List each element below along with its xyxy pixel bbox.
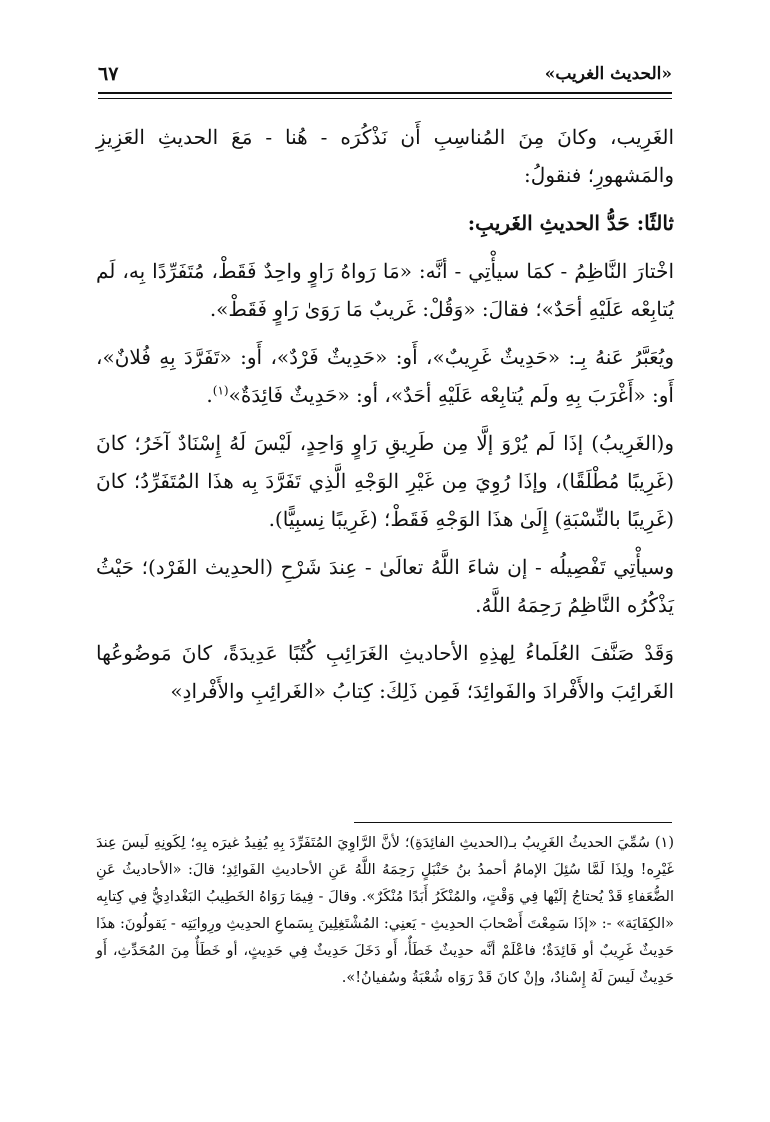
- main-text: [96, 118, 674, 720]
- page-number: ٦٧: [98, 63, 119, 85]
- running-title: «الحديث الغريب»: [544, 64, 672, 84]
- paragraph: الغَرِيب، وكانَ مِنَ المُناسِبِ أَن نَذْكُرَه - هُنا - مَعَ الحديثِ العَزِيزِ والمَشهورِ؛ فنقولُ:: [96, 125, 674, 187]
- paragraph: وَقَدْ صَنَّفَ العُلَماءُ لِهذِهِ الأحاديثِ الغَرَائِبِ كُتُبًا عَدِيدَةً، كانَ مَوضُوعُها الغَرائِبَ والأَفْرادَ والفَوائِدَ؛ فَمِن ذَلِكَ: كِتابُ «الغَرائِبِ والأَفْرادِ»: [96, 641, 674, 703]
- paragraph: [96, 338, 674, 414]
- section-heading: ثالثًا: حَدُّ الحديثِ الغَريبِ:: [467, 211, 674, 235]
- paragraph: و(الغَرِيبُ) إذَا لَم يُرْوَ إلَّا مِن طَرِيقِ رَاوٍ وَاحِدٍ، لَيْسَ لَهُ إِسْنَادٌ آخَرُ؛ كانَ (غَرِيبًا مُطْلَقًا)، وإذَا رُوِيَ مِن غَيْرِ الوَجْهِ الَّذِي تَفَرَّدَ بِه هذَا المُتَفَرِّدُ؛ كانَ (غَرِيبًا بالنِّسْبَةِ) إِلَىٰ هذَا الوَجْهِ فَقَطْ؛ (غَرِيبًا نِسبِيًّا).: [96, 431, 674, 531]
- paragraph: اخْتارَ النَّاظِمُ - كمَا سيأْتِي - أنَّه: «مَا رَواهُ رَاوٍ واحِدٌ فَقَطْ، مُتَفَرِّدًا بِه، لَم يُتابِعْه عَلَيْهِ أحَدٌ»؛ فقالَ: «وَقُلْ: غَريبٌ مَا رَوَىٰ رَاوٍ فَقَطْ».: [96, 259, 674, 321]
- footnote-text: (١) سُمِّيَ الحديثُ الغَرِيبُ بـ(الحديثِ الفائِدَةِ)؛ لأنَّ الرَّاوِيَ المُتَفَرِّدَ بِهِ يُفِيدُ غيرَه بِهِ؛ لِكَونِهِ لَيسَ عِندَ غَيْرِه! ولِذَا لَمَّا سُئِلَ الإمامُ أحمدُ بنُ حَنْبَلٍ رَحِمَهُ اللَّهُ عَنِ الأحاديثِ الفَوائِدِ؛ قالَ: «الأحاديثُ عَنِ الضُّعَفاءِ قَدْ يُحتاجُ إلَيْها فِي وَقْتٍ، والمُنْكَرُ أَبَدًا مُنْكَرٌ». وقالَ - فِيمَا رَوَاهُ الخَطِيبُ البَغْدادِيُّ فِي كِتابِه «الكِفَايَة» -: «إذَا سَمِعْتَ أَصْحابَ الحدِيثِ - يَعنِي: المُشْتَغِلِينَ بِسَماعِ الحدِيثِ ورِوايَتِه - يَقولُونَ: هذَا حَدِيثٌ غَرِيبٌ أو فَائِدَةٌ؛ فاعْلَمْ أنَّه حدِيثٌ خَطَأٌ، أَو دَخَلَ حَدِيثٌ فِي حَدِيثٍ، أو خَطَأٌ مِنَ المُحَدِّثِ، أَو حَدِيثٌ لَيسَ لَهُ إِسْنادٌ، وإنْ كانَ قَدْ رَوَاه شُعْبَةُ وسُفيانُ!».: [96, 835, 674, 986]
- page-header: [98, 58, 672, 90]
- paragraph-text: ويُعَبَّرُ عَنهُ بِـ: «حَدِيثٌ غَرِيبٌ»، أَو: «حَدِيثٌ فَرْدٌ»، أَو: «تَفَرَّدَ بِهِ فُلانٌ»، أَو: «أَغْرَبَ بِهِ ولَم يُتابِعْه عَلَيْهِ أحَدٌ»، أو: «حَدِيثٌ فَائِدَةٌ»: [96, 345, 674, 407]
- header-rule-thick: [98, 92, 672, 94]
- paragraph-end: .: [206, 383, 213, 407]
- footnote-separator: [354, 822, 672, 823]
- footnote: [96, 830, 674, 992]
- footnote-marker: (١): [212, 383, 229, 398]
- paragraph: وسيأْتِي تَفْصِيلُه - إن شاءَ اللَّهُ تعالَىٰ - عِندَ شَرْحِ (الحدِيث الفَرْد)؛ حَيْثُ يَذْكُرُه النَّاظِمُ رَحِمَهُ اللَّهُ.: [96, 555, 674, 617]
- header-rule-thin: [98, 98, 672, 99]
